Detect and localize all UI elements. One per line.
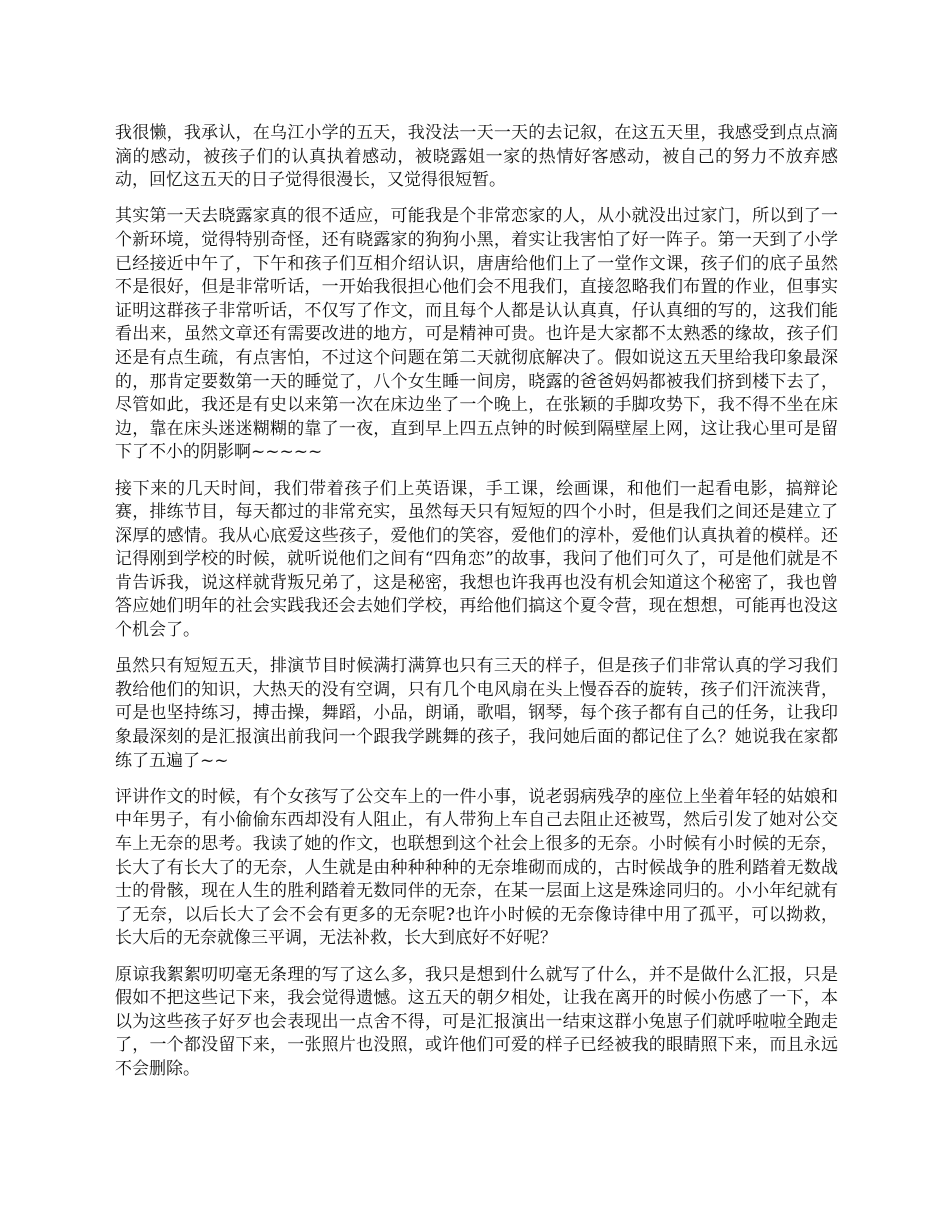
- paragraph-2: 其实第一天去晓露家真的很不适应，可能我是个非常恋家的人，从小就没出过家门，所以到了一个新环境，觉得特别奇怪，还有晓露家的狗狗小黑，着实让我害怕了好一阵子。第一天到了小学已经接近中午了，下午和孩子们互相介绍认识，唐唐给他们上了一堂作文课，孩子们的底子虽然不是很好，但是非常听话，一开始我很担心他们会不甩我们，直接忽略我们布置的作业，但事实证明这群孩子非常听话，不仅写了作文，而且每个人都是认认真真，仔认真细的写的，这我们能看出来，虽然文章还有需要改进的地方，可是精神可贵。也许是大家都不太熟悉的缘故，孩子们还是有点生疏，有点害怕，不过这个问题在第二天就彻底解决了。假如说这五天里给我印象最深的，那肯定要数第一天的睡觉了，八个女生睡一间房，晓露的爸爸妈妈都被我们挤到楼下去了，尽管如此，我还是有史以来第一次在床边坐了一个晚上，在张颖的手脚攻势下，我不得不坐在床边，靠在床头迷迷糊糊的靠了一夜，直到早上四五点钟的时候到隔壁屋上网，这让我心里可是留下了不小的阴影啊~~~~~: [115, 206, 838, 463]
- paragraph-5: 评讲作文的时候，有个女孩写了公交车上的一件小事，说老弱病残孕的座位上坐着年轻的姑娘和中年男子，有小偷偷东西却没有人阻止，有人带狗上车自己去阻止还被骂，然后引发了她对公交车上无奈的思考。我读了她的作文，也联想到这个社会上很多的无奈。小时候有小时候的无奈，长大了有长大了的无奈，人生就是由种种种种的无奈堆砌而成的，古时候战争的胜利踏着无数战士的骨骸，现在人生的胜利踏着无数同伴的无奈，在某一层面上这是殊途同归的。小小年纪就有了无奈，以后长大了会不会有更多的无奈呢?也许小时候的无奈像诗律中用了孤平，可以拗救，长大后的无奈就像三平调，无法补救，长大到底好不好呢？: [115, 786, 838, 949]
- paragraph-1: 我很懒，我承认，在乌江小学的五天，我没法一天一天的去记叙，在这五天里，我感受到点点滴滴的感动，被孩子们的认真执着感动，被晓露姐一家的热情好客感动，被自己的努力不放弃感动，回忆这五天的日子觉得很漫长，又觉得很短暂。: [115, 123, 838, 191]
- document-body: [115, 122, 838, 1094]
- paragraph-3: 接下来的几天时间，我们带着孩子们上英语课，手工课，绘画课，和他们一起看电影，搞辩论赛，排练节目，每天都过的非常充实，虽然每天只有短短的四个小时，但是我们之间还是建立了深厚的感情。我从心底爱这些孩子，爱他们的笑容，爱他们的淳朴，爱他们认真执着的模样。还记得刚到学校的时候，就听说他们之间有“四角恋”的故事，我问了他们可久了，可是他们就是不肯告诉我，说这样就背叛兄弟了，这是秘密，我想也许我再也没有机会知道这个秘密了，我也曾答应她们明年的社会实践我还会去她们学校，再给他们搞这个夏令营，现在想想，可能再也没这个机会了。: [115, 478, 838, 641]
- paragraph-4: 虽然只有短短五天，排演节目时候满打满算也只有三天的样子，但是孩子们非常认真的学习我们教给他们的知识，大热天的没有空调，只有几个电风扇在头上慢吞吞的旋转，孩子们汗流浃背，可是也坚持练习，搏击操，舞蹈，小品，朗诵，歌唱，钢琴，每个孩子都有自己的任务，让我印象最深刻的是汇报演出前我问一个跟我学跳舞的孩子，我问她后面的都记住了么？她说我在家都练了五遍了~~: [115, 656, 838, 771]
- paragraph-6: 原谅我絮絮叨叨毫无条理的写了这么多，我只是想到什么就写了什么，并不是做什么汇报，只是假如不把这些记下来，我会觉得遗憾。这五天的朝夕相处，让我在离开的时候小伤感了一下，本以为这些孩子好歹也会表现出一点舍不得，可是汇报演出一结束这群小兔崽子们就呼啦啦全跑走了，一个都没留下来，一张照片也没照，或许他们可爱的样子已经被我的眼睛照下来，而且永远不会删除。: [115, 964, 838, 1079]
